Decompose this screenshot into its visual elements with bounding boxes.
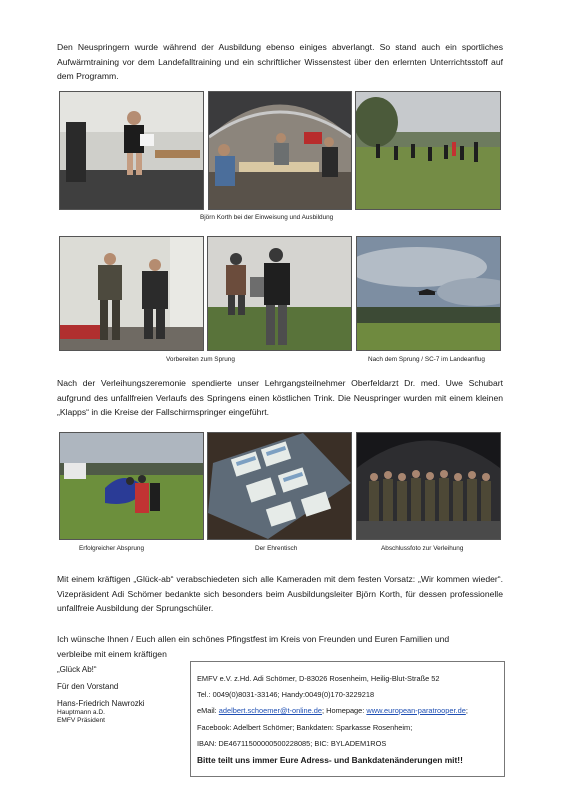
contact-notice: Bitte teilt uns immer Eure Adress- und Bankdatenänderungen mit!! (197, 755, 463, 765)
photo-group-ceremony (356, 432, 501, 540)
signature-greeting: „Glück Ab!“ (57, 665, 97, 674)
wishes-line-2: verbleibe mit einem kräftigen (57, 649, 167, 659)
contact-phone: Tel.: 0049(0)8031-33146; Handy:0049(0)170-3229218 (197, 690, 375, 699)
homepage-label: ; Homepage: (322, 706, 367, 715)
contact-iban-bic: IBAN: DE46711500000500228085; BIC: BYLADEM1ROS (197, 739, 387, 748)
signature-rank: Hauptmann a.D. (57, 709, 106, 716)
farewell-paragraph: Mit einem kräftigen „Glück-ab“ verabschiedeten sich alle Kameraden mit dem festen Vorsatz: „Wir kommen wieder“. Vizepräsident Adi Schömer bedankte sich besonders beim Ausbildungsleiter Björn Korth, für dessen professionelle unfallfreie Ausbildung der Sprungschüler. (57, 574, 503, 613)
email-label: eMail: (197, 706, 219, 715)
caption-row2-right: Nach dem Sprung / SC-7 im Landeanflug (368, 356, 485, 363)
homepage-link[interactable]: www.european-paratrooper.de (366, 706, 466, 715)
caption-row1: Björn Korth bei der Einweisung und Ausbildung (200, 214, 334, 221)
contact-address: EMFV e.V. z.Hd. Adi Schömer, D-83026 Rosenheim, Heilig-Blut-Straße 52 (197, 674, 440, 683)
signature-name: Hans-Friedrich Nawrozki (57, 699, 145, 708)
ceremony-paragraph: Nach der Verleihungszeremonie spendierte unser Lehrgangsteilnehmer Oberfeldarzt Dr. med. Uwe Schubart aufgrund des unfallfreien Verlaufs des Springens einen köstlichen Trink. Die Neuspringer wurden mit einem kleinen „Klapps“ in die Kreise der Fallschirmspringer eingeführt. (57, 378, 503, 417)
photo-successful-jump (59, 432, 204, 540)
contact-web-line (197, 706, 468, 715)
photo-briefing-instructor (59, 91, 204, 210)
caption-row3-right: Abschlussfoto zur Verleihung (381, 545, 464, 552)
photo-gear-check (207, 236, 352, 351)
contact-facebook-bank: Facebook: Adelbert Schömer; Bankdaten: Sparkasse Rosenheim; (197, 723, 413, 732)
caption-row3-mid: Der Ehrentisch (255, 545, 298, 552)
signature-for-board: Für den Vorstand (57, 682, 119, 691)
photo-honor-table (207, 432, 352, 540)
photo-classroom-test (208, 91, 352, 210)
email-link[interactable]: adelbert.schoemer@t-online.de (218, 706, 323, 715)
homepage-end: ; (465, 706, 468, 715)
photo-outdoor-training (355, 91, 501, 210)
caption-row2-left: Vorbereiten zum Sprung (166, 356, 235, 363)
contact-box (190, 661, 505, 777)
photo-preparing-jump (59, 236, 204, 351)
photo-sc7-landing-approach (356, 236, 501, 351)
caption-row3-left: Erfolgreicher Absprung (79, 545, 145, 552)
signature-role: EMFV Präsident (57, 717, 106, 724)
intro-paragraph: Den Neuspringern wurde während der Ausbildung ebenso einiges abverlangt. So stand auch ein sportliches Aufwärmtraining vor dem Landefalltraining und ein schriftlicher Wissenstest über den erlernten Unterrichtsstoff auf dem Programm. (57, 42, 503, 81)
wishes-line-1: Ich wünsche Ihnen / Euch allen ein schönes Pfingstfest im Kreis von Freunden und Euren Familien und (57, 634, 450, 644)
